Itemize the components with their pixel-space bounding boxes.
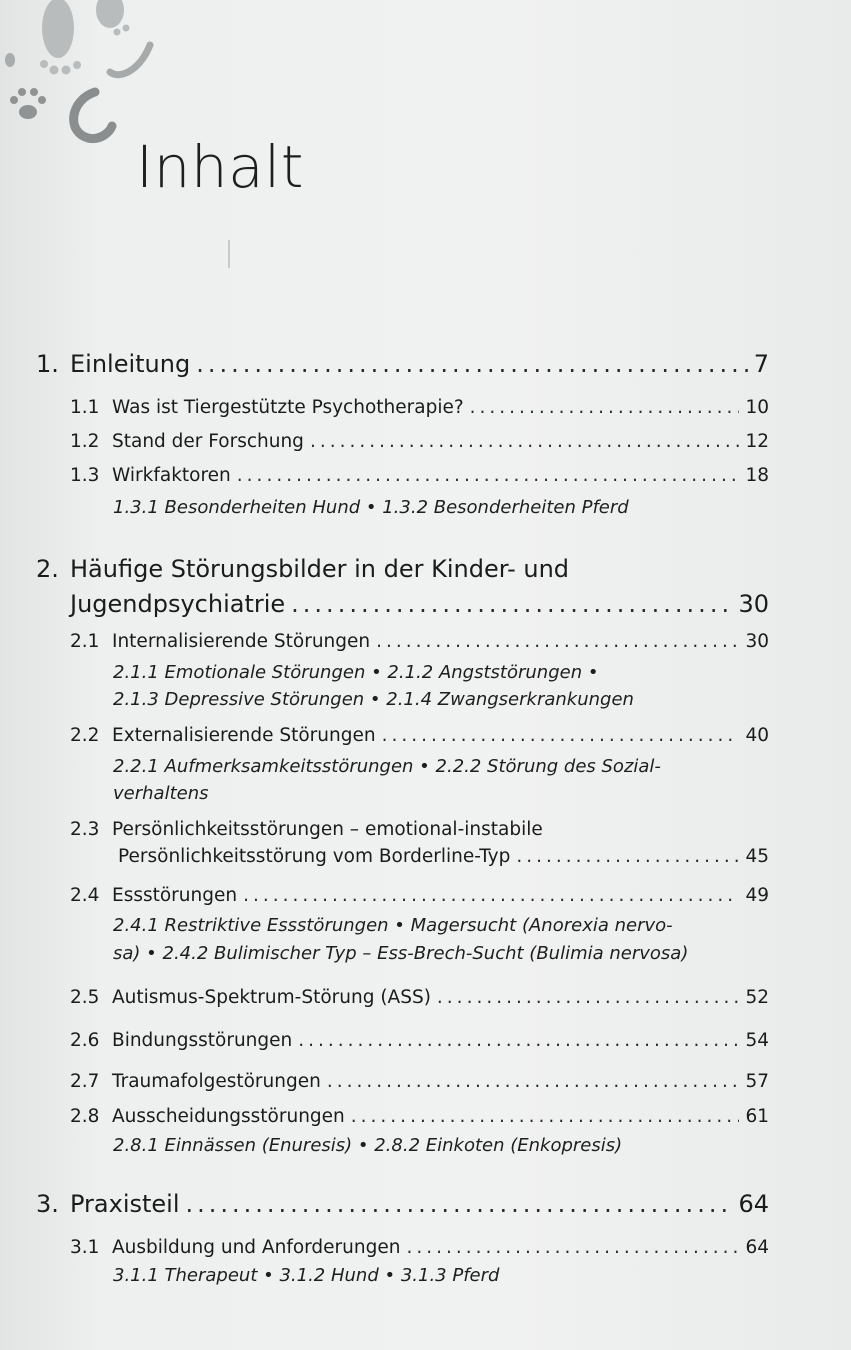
chapter-title: Häufige Störungsbilder in der Kinder- und [70, 555, 570, 583]
leader-dots [327, 1071, 740, 1092]
leader-dots [382, 725, 740, 746]
section-title: Externalisierende Störungen [112, 725, 376, 746]
page-number: 45 [745, 846, 769, 867]
page-number: 64 [745, 1237, 769, 1258]
subsection-list: 2.1.3 Depressive Störungen • 2.1.4 Zwangserkrankungen [113, 689, 634, 710]
paw-print-icon [5, 53, 46, 119]
toc-section-2-6 [70, 1030, 769, 1051]
section-number: 1.1 [70, 397, 100, 418]
page-number: 40 [745, 725, 769, 746]
leader-dots [196, 350, 748, 378]
section-title: Autismus-Spektrum-Störung (ASS) [112, 987, 431, 1008]
section-number: 2.2 [70, 725, 100, 746]
toc-section-1-3 [70, 465, 769, 486]
page-number: 54 [745, 1030, 769, 1051]
subsection-list: 2.1.1 Emotionale Störungen • 2.1.2 Angststörungen • [113, 662, 599, 683]
section-title: Bindungsstörungen [112, 1030, 293, 1051]
section-title: Wirkfaktoren [112, 465, 231, 486]
footprint-icon [40, 0, 130, 75]
section-number: 2.3 [70, 819, 100, 840]
leader-dots [186, 1190, 733, 1218]
leader-dots [291, 590, 732, 618]
page-title: Inhalt [136, 133, 305, 201]
toc-chapter-2 [70, 590, 769, 618]
section-number: 2.8 [70, 1106, 100, 1127]
toc-section-2-1 [70, 631, 769, 652]
section-number: 2.6 [70, 1030, 100, 1051]
section-number: 2.5 [70, 987, 100, 1008]
chapter-title: Praxisteil [70, 1190, 180, 1218]
page-number: 18 [745, 465, 769, 486]
page-number: 30 [745, 631, 769, 652]
page-number: 12 [745, 431, 769, 452]
toc-section-2-3-line1 [70, 819, 543, 840]
page-number: 61 [745, 1106, 769, 1127]
section-title: Essstörungen [112, 885, 238, 906]
toc-section-2-2 [70, 725, 769, 746]
leader-dots [406, 1237, 739, 1258]
section-title: Stand der Forschung [112, 431, 304, 452]
leader-dots [376, 631, 739, 652]
section-number: 1.2 [70, 431, 100, 452]
page-number: 64 [738, 1190, 769, 1218]
section-title: Ausscheidungsstörungen [112, 1106, 345, 1127]
chapter-title-continued: Jugendpsychiatrie [70, 590, 286, 618]
toc-chapter-2-line1 [36, 555, 569, 583]
section-number: 2.7 [70, 1071, 100, 1092]
chapter-number: 3. [36, 1190, 59, 1218]
section-number: 2.1 [70, 631, 100, 652]
page-number: 49 [745, 885, 769, 906]
subsection-list: 2.2.1 Aufmerksamkeitsstörungen • 2.2.2 Störung des Sozial- [113, 756, 661, 777]
page-number: 7 [753, 350, 769, 378]
chapter-number: 1. [36, 350, 59, 378]
page-number: 10 [745, 397, 769, 418]
toc-section-2-8 [70, 1106, 769, 1127]
toc-section-2-5 [70, 987, 769, 1008]
toc-section-1-2 [70, 431, 769, 452]
section-title: Internalisierende Störungen [112, 631, 371, 652]
page-number: 30 [738, 590, 769, 618]
leader-dots [437, 987, 740, 1008]
toc-chapter-1 [36, 350, 769, 378]
leader-dots [298, 1030, 739, 1051]
leader-dots [516, 846, 739, 867]
section-number: 2.4 [70, 885, 100, 906]
subsection-list: 2.4.1 Restriktive Essstörungen • Magersucht (Anorexia nervo- [113, 915, 673, 936]
chapter-title: Einleitung [70, 350, 191, 378]
section-title: Persönlichkeitsstörungen – emotional-instabile [112, 819, 543, 840]
leader-dots [470, 397, 740, 418]
horseshoe-icon [74, 45, 150, 139]
divider [228, 240, 230, 268]
section-number: 3.1 [70, 1237, 100, 1258]
section-title-continued: Persönlichkeitsstörung vom Borderline-Typ [118, 846, 511, 867]
toc-section-3-1 [70, 1237, 769, 1258]
subsection-list: 3.1.1 Therapeut • 3.1.2 Hund • 3.1.3 Pferd [113, 1265, 500, 1286]
toc-section-1-1 [70, 397, 769, 418]
page-number: 57 [745, 1071, 769, 1092]
chapter-number: 2. [36, 555, 59, 583]
subsection-list: 1.3.1 Besonderheiten Hund • 1.3.2 Besonderheiten Pferd [113, 497, 629, 518]
section-title: Was ist Tiergestützte Psychotherapie? [112, 397, 464, 418]
toc-chapter-3 [36, 1190, 769, 1218]
toc-section-2-4 [70, 885, 769, 906]
leader-dots [310, 431, 740, 452]
leader-dots [243, 885, 739, 906]
section-number: 1.3 [70, 465, 100, 486]
page-number: 52 [745, 987, 769, 1008]
section-title: Traumafolgestörungen [112, 1071, 321, 1092]
leader-dots [351, 1106, 740, 1127]
toc-section-2-3 [118, 846, 769, 867]
subsection-list: verhaltens [113, 783, 209, 804]
toc-section-2-7 [70, 1071, 769, 1092]
leader-dots [237, 465, 740, 486]
section-title: Ausbildung und Anforderungen [112, 1237, 401, 1258]
subsection-list: 2.8.1 Einnässen (Enuresis) • 2.8.2 Einkoten (Enkopresis) [113, 1135, 623, 1156]
subsection-list: sa) • 2.4.2 Bulimischer Typ – Ess-Brech-Sucht (Bulimia nervosa) [113, 943, 689, 964]
